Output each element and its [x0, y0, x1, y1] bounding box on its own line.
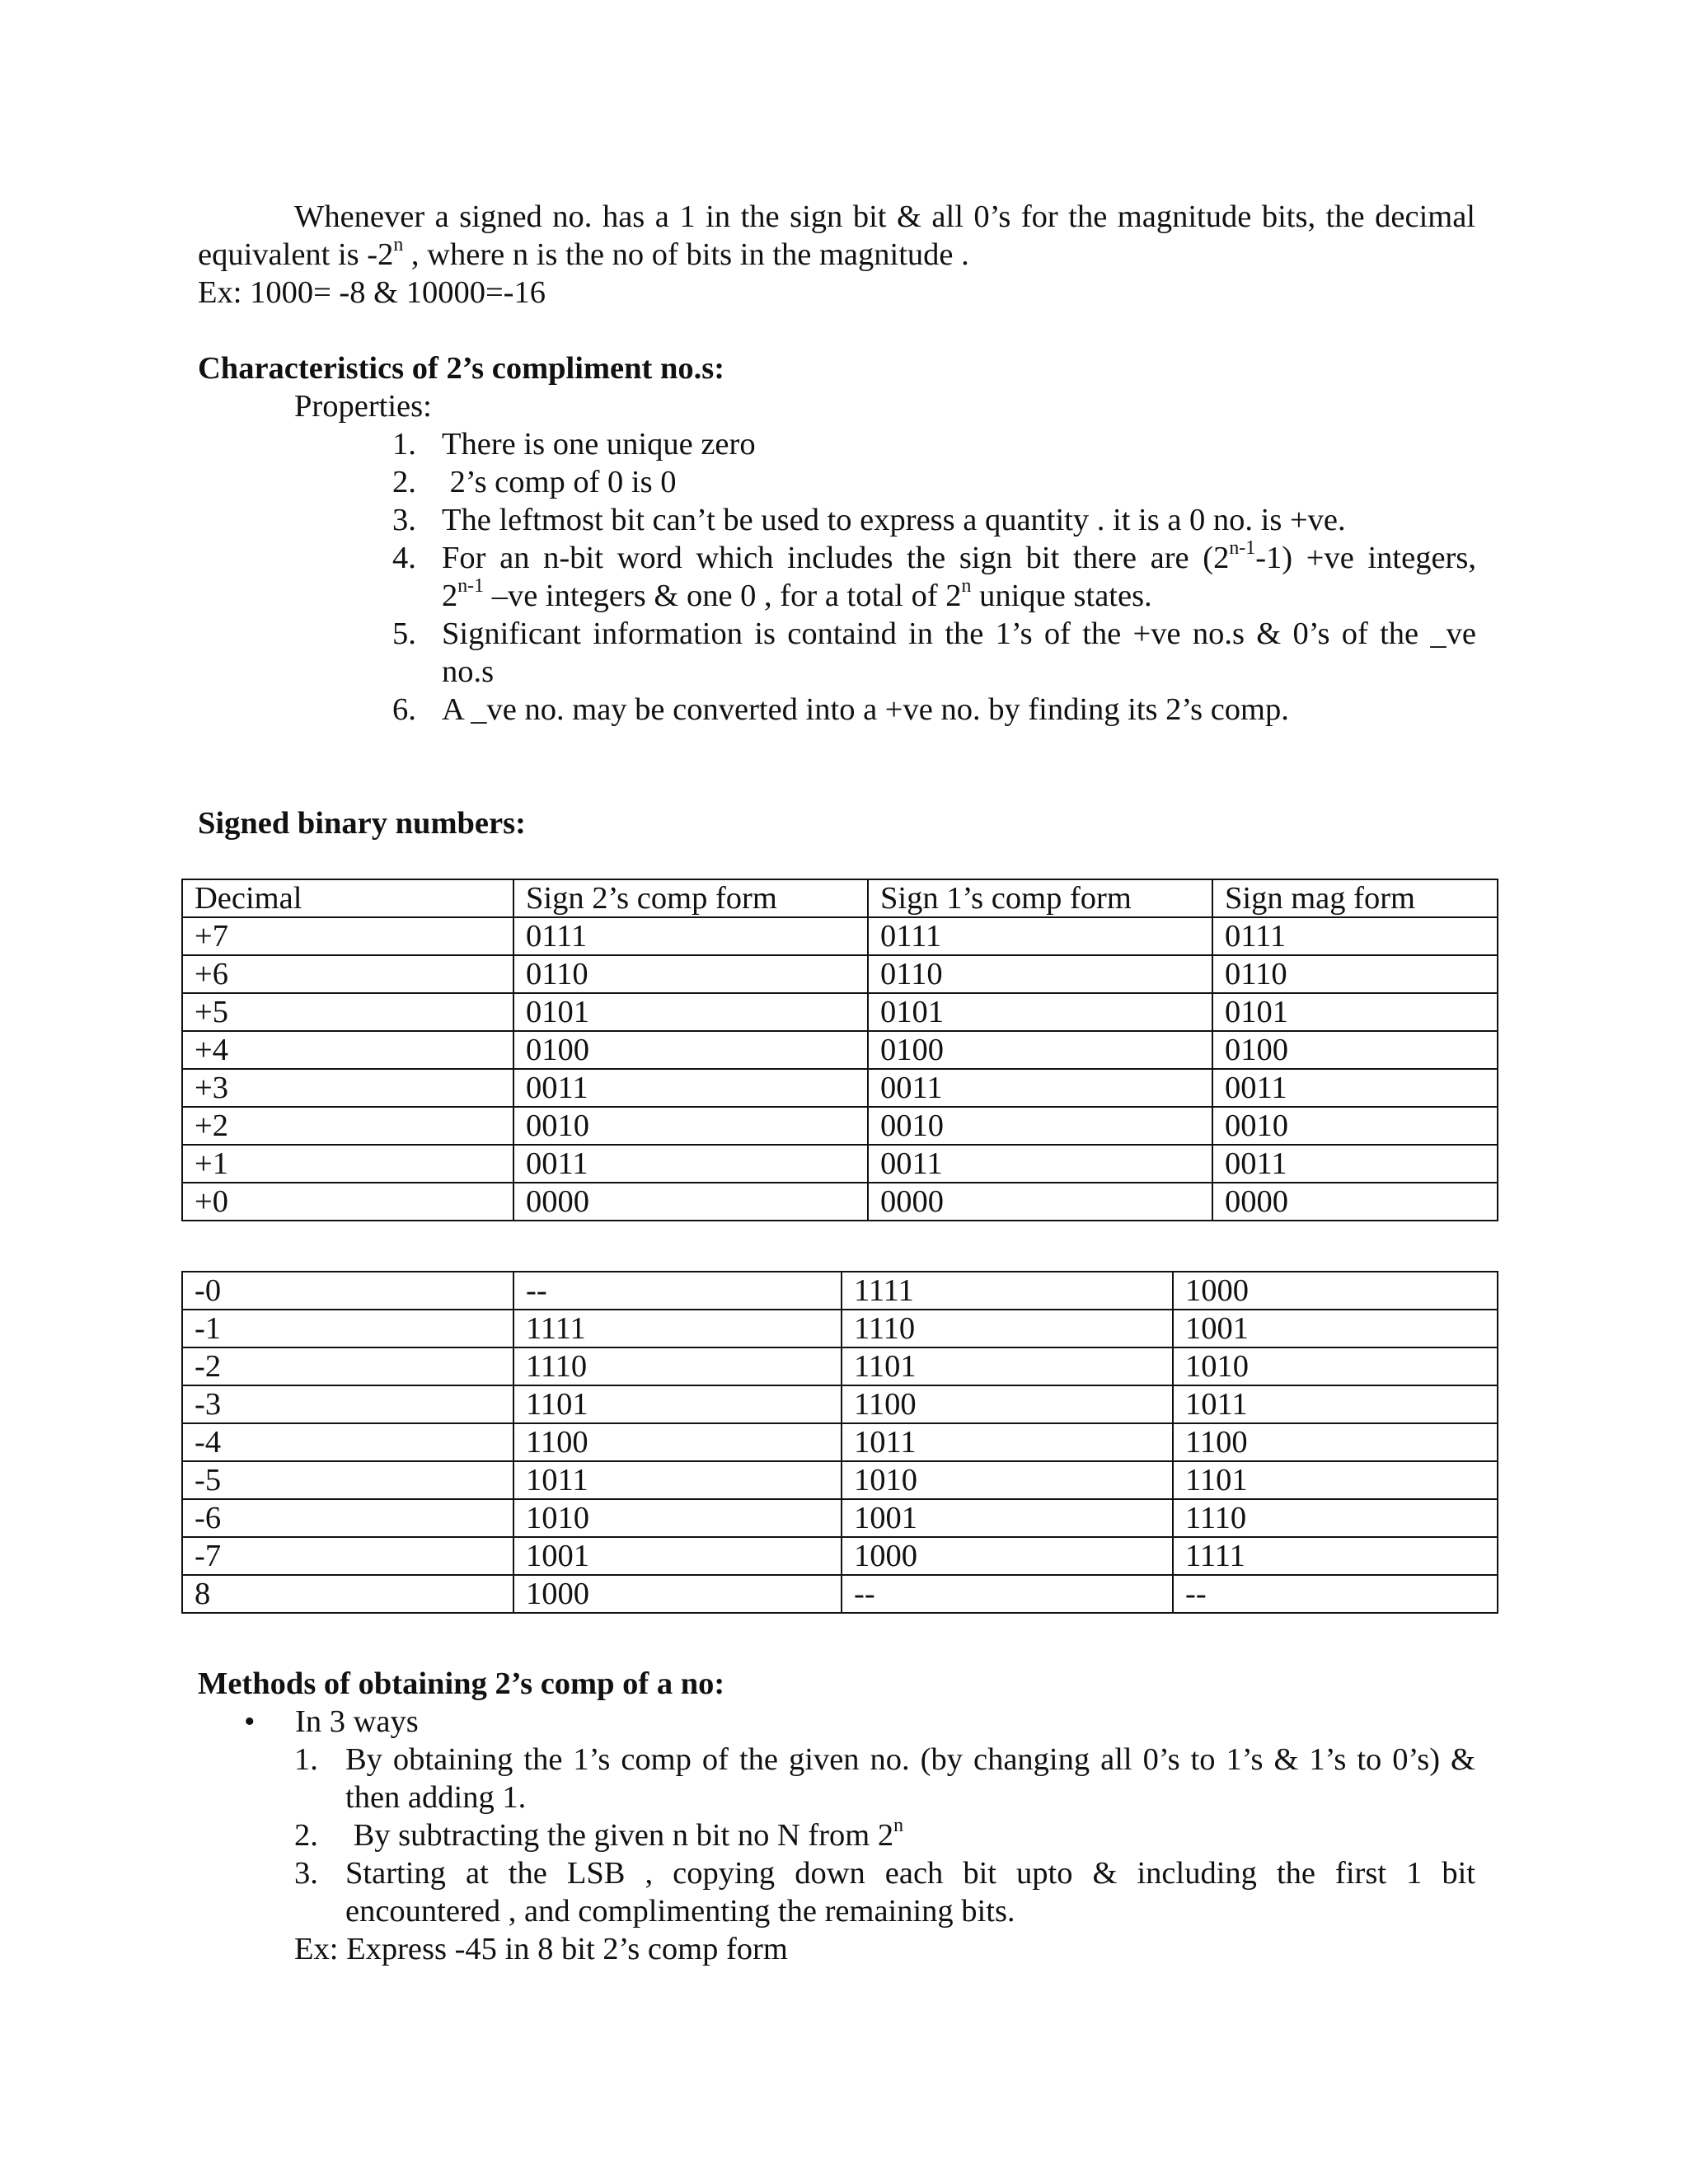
cell-sign-2s-comp: 1000 [513, 1575, 842, 1613]
cell-sign-2s-comp: 0010 [513, 1107, 868, 1145]
bullet-icon: • [244, 1704, 256, 1739]
cell-sign-1s-comp: 1001 [842, 1499, 1173, 1537]
cell-sign-mag: 1001 [1173, 1310, 1498, 1347]
header-decimal: Decimal [182, 879, 513, 917]
table-header-row [182, 879, 1498, 917]
header-sign-2s-comp: Sign 2’s comp form [513, 879, 868, 917]
cell-sign-2s-comp: 0111 [513, 917, 868, 955]
cell-decimal: +1 [182, 1145, 513, 1183]
cell-decimal: +3 [182, 1069, 513, 1107]
cell-sign-2s-comp: 1101 [513, 1385, 842, 1423]
property-item-3: 3. The leftmost bit can’t be used to express a quantity . it is a 0 no. is +ve. [392, 503, 1346, 537]
cell-decimal: +7 [182, 917, 513, 955]
cell-sign-mag: 0100 [1212, 1031, 1498, 1069]
cell-sign-1s-comp: 0111 [868, 917, 1212, 955]
cell-decimal: -7 [182, 1537, 513, 1575]
cell-sign-1s-comp: 0000 [868, 1183, 1212, 1221]
cell-sign-1s-comp: 1000 [842, 1537, 1173, 1575]
cell-sign-mag: 1011 [1173, 1385, 1498, 1423]
cell-decimal: +5 [182, 993, 513, 1031]
cell-sign-1s-comp: 1110 [842, 1310, 1173, 1347]
cell-decimal: +2 [182, 1107, 513, 1145]
cell-sign-1s-comp: 0110 [868, 955, 1212, 993]
method-item-1-cont: then adding 1. [345, 1780, 527, 1815]
cell-sign-mag: 0010 [1212, 1107, 1498, 1145]
negative-values-table [181, 1271, 1498, 1614]
property-item-2: 2. 2’s comp of 0 is 0 [392, 465, 677, 499]
table-row [182, 1347, 1498, 1385]
table-row [182, 1461, 1498, 1499]
table-row [182, 1107, 1498, 1145]
cell-sign-mag: 1010 [1173, 1347, 1498, 1385]
header-sign-1s-comp: Sign 1’s comp form [868, 879, 1212, 917]
cell-sign-2s-comp: 0011 [513, 1069, 868, 1107]
property-item-4-cont: 2$^{n-1}$ –ve integers & one 0 , for a total of 2$^n$ unique states. [442, 575, 1152, 613]
cell-sign-1s-comp: 1011 [842, 1423, 1173, 1461]
properties-label: Properties: [294, 389, 432, 424]
cell-sign-2s-comp: 0101 [513, 993, 868, 1031]
cell-sign-2s-comp: 1011 [513, 1461, 842, 1499]
cell-sign-mag: -- [1173, 1575, 1498, 1613]
table-row [182, 1310, 1498, 1347]
table-row [182, 1272, 1498, 1310]
cell-decimal: -4 [182, 1423, 513, 1461]
property-item-1: 1. There is one unique zero [392, 427, 756, 462]
cell-sign-mag: 0011 [1212, 1069, 1498, 1107]
cell-sign-mag: 1101 [1173, 1461, 1498, 1499]
table-row [182, 1069, 1498, 1107]
cell-decimal: -1 [182, 1310, 513, 1347]
cell-decimal: +4 [182, 1031, 513, 1069]
property-item-5: 5. Significant information is containd in the 1’s of the +ve no.s & 0’s of the _ve [392, 616, 1476, 651]
cell-decimal: -2 [182, 1347, 513, 1385]
table-row [182, 1537, 1498, 1575]
method-item-1: 1. By obtaining the 1’s comp of the given no. (by changing all 0’s to 1’s & 1’s to 0’s) & [294, 1742, 1475, 1777]
cell-sign-2s-comp: -- [513, 1272, 842, 1310]
cell-sign-1s-comp: 1100 [842, 1385, 1173, 1423]
method-example: Ex: Express -45 in 8 bit 2’s comp form [294, 1932, 788, 1966]
methods-bullet: • In 3 ways [244, 1704, 419, 1739]
cell-sign-2s-comp: 1110 [513, 1347, 842, 1385]
cell-sign-mag: 1100 [1173, 1423, 1498, 1461]
table-row [182, 1145, 1498, 1183]
signed-binary-heading: Signed binary numbers: [198, 806, 526, 841]
cell-decimal: -0 [182, 1272, 513, 1310]
table-row [182, 993, 1498, 1031]
cell-sign-1s-comp: 0100 [868, 1031, 1212, 1069]
cell-sign-mag: 0000 [1212, 1183, 1498, 1221]
table-row [182, 1385, 1498, 1423]
cell-decimal: 8 [182, 1575, 513, 1613]
cell-sign-2s-comp: 1001 [513, 1537, 842, 1575]
method-item-3: 3. Starting at the LSB , copying down each bit upto & including the first 1 bit [294, 1856, 1475, 1891]
cell-sign-1s-comp: 0011 [868, 1069, 1212, 1107]
intro-line-1: Whenever a signed no. has a 1 in the sign bit & all 0’s for the magnitude bits, the decimal [294, 199, 1475, 234]
table-row [182, 1499, 1498, 1537]
methods-heading: Methods of obtaining 2’s comp of a no: [198, 1666, 725, 1701]
method-item-2: 2. By subtracting the given n bit no N from 2$^n$ [294, 1815, 904, 1853]
cell-sign-1s-comp: 1010 [842, 1461, 1173, 1499]
cell-sign-2s-comp: 0011 [513, 1145, 868, 1183]
cell-sign-mag: 0110 [1212, 955, 1498, 993]
table-row [182, 955, 1498, 993]
cell-decimal: -6 [182, 1499, 513, 1537]
property-item-6: 6. A _ve no. may be converted into a +ve no. by finding its 2’s comp. [392, 692, 1289, 727]
cell-sign-2s-comp: 1100 [513, 1423, 842, 1461]
cell-sign-mag: 0011 [1212, 1145, 1498, 1183]
characteristics-heading: Characteristics of 2’s compliment no.s: [198, 351, 725, 386]
intro-line-2: equivalent is -2$^n$ , where n is the no of bits in the magnitude . [198, 234, 969, 272]
cell-decimal: -3 [182, 1385, 513, 1423]
table-row [182, 1183, 1498, 1221]
cell-sign-1s-comp: -- [842, 1575, 1173, 1613]
cell-sign-mag: 1000 [1173, 1272, 1498, 1310]
cell-sign-1s-comp: 0011 [868, 1145, 1212, 1183]
cell-sign-2s-comp: 0110 [513, 955, 868, 993]
property-item-4: 4. For an n-bit word which includes the sign bit there are $(2^{n-1}-1) +ve$ integers, [392, 537, 1476, 575]
cell-decimal: -5 [182, 1461, 513, 1499]
cell-sign-2s-comp: 1111 [513, 1310, 842, 1347]
cell-decimal: +6 [182, 955, 513, 993]
cell-sign-mag: 1110 [1173, 1499, 1498, 1537]
cell-sign-1s-comp: 1101 [842, 1347, 1173, 1385]
cell-decimal: +0 [182, 1183, 513, 1221]
table-row [182, 1423, 1498, 1461]
positive-values-table [181, 879, 1498, 1221]
cell-sign-mag: 1111 [1173, 1537, 1498, 1575]
table-row [182, 1575, 1498, 1613]
cell-sign-2s-comp: 1010 [513, 1499, 842, 1537]
cell-sign-2s-comp: 0100 [513, 1031, 868, 1069]
cell-sign-mag: 0111 [1212, 917, 1498, 955]
property-item-5-cont: no.s [442, 654, 495, 689]
table-row [182, 1031, 1498, 1069]
cell-sign-2s-comp: 0000 [513, 1183, 868, 1221]
method-item-3-cont: encountered , and complimenting the remaining bits. [345, 1894, 1015, 1929]
header-sign-mag: Sign mag form [1212, 879, 1498, 917]
cell-sign-mag: 0101 [1212, 993, 1498, 1031]
cell-sign-1s-comp: 1111 [842, 1272, 1173, 1310]
table-row [182, 917, 1498, 955]
intro-example: Ex: 1000= -8 & 10000=-16 [198, 275, 546, 310]
cell-sign-1s-comp: 0101 [868, 993, 1212, 1031]
cell-sign-1s-comp: 0010 [868, 1107, 1212, 1145]
